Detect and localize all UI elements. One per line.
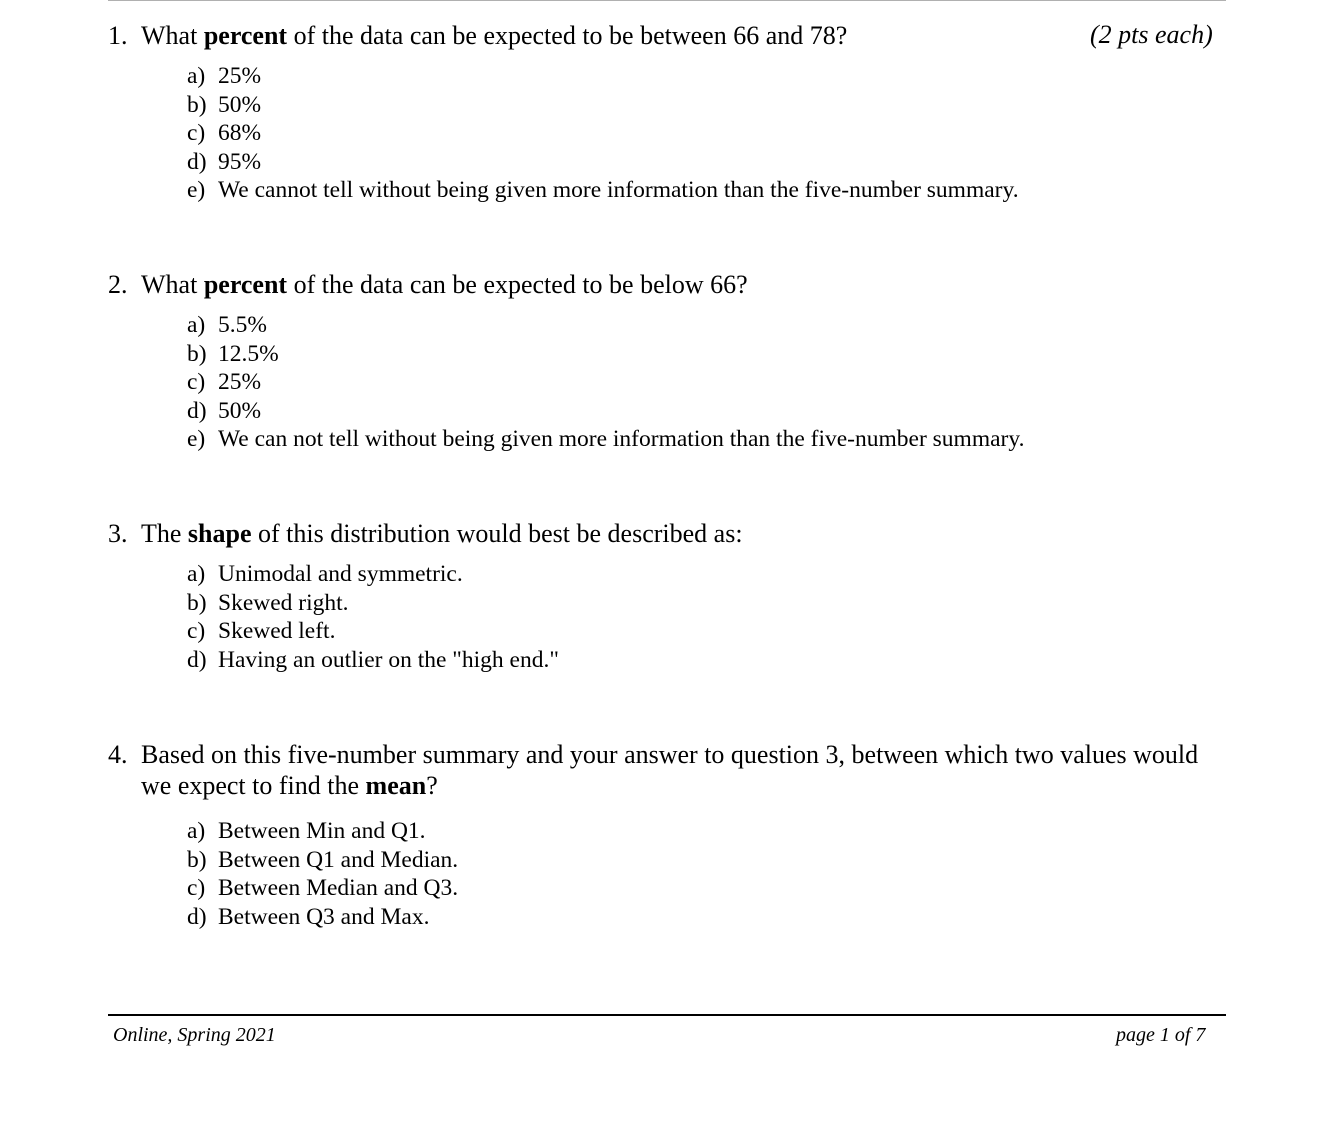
footer-divider <box>108 1014 1226 1016</box>
option-item <box>187 176 1218 205</box>
option-list <box>108 817 1218 931</box>
option-text: 95% <box>218 148 262 175</box>
question-stem <box>108 20 1218 51</box>
question-stem <box>108 518 1218 549</box>
stem-text: of the data can be expected to be between 66 and 78? <box>293 21 848 50</box>
question-stem <box>108 739 1218 801</box>
stem-text: What <box>141 21 198 50</box>
option-item <box>187 62 1218 91</box>
question-1 <box>108 20 1218 205</box>
option-item <box>187 340 1218 369</box>
option-text: Between Min and Q1. <box>218 818 426 844</box>
option-text: 50% <box>218 397 262 424</box>
option-item <box>187 397 1218 426</box>
stem-text: The <box>141 519 182 548</box>
option-text: Between Q3 and Max. <box>218 903 430 930</box>
option-letter: e) <box>187 177 206 203</box>
question-number: 4. <box>108 740 128 769</box>
option-letter: a) <box>187 818 206 844</box>
option-text: Skewed right. <box>218 589 349 616</box>
option-letter: b) <box>187 589 207 616</box>
question-4 <box>108 739 1218 931</box>
option-text: We can not tell without being given more information than the five-number summary. <box>218 426 1025 452</box>
option-item <box>187 589 1218 618</box>
option-letter: c) <box>187 369 206 395</box>
question-stem <box>108 269 1218 300</box>
option-list <box>108 560 1218 674</box>
stem-bold-term: percent <box>203 270 288 299</box>
stem-text: of this distribution would best be described as: <box>258 519 743 548</box>
option-text: 12.5% <box>218 340 279 367</box>
option-text: Skewed left. <box>218 618 336 644</box>
option-letter: d) <box>187 148 207 175</box>
option-item <box>187 148 1218 177</box>
option-letter: d) <box>187 397 207 424</box>
option-item <box>187 617 1218 646</box>
stem-bold-term: shape <box>187 519 252 548</box>
question-3 <box>108 518 1218 674</box>
option-text: Between Q1 and Median. <box>218 846 459 873</box>
option-letter: a) <box>187 561 206 587</box>
option-letter: a) <box>187 312 206 338</box>
stem-text: What <box>141 270 198 299</box>
option-letter: b) <box>187 91 207 118</box>
question-number: 1. <box>108 21 128 50</box>
option-letter: e) <box>187 426 206 452</box>
option-item <box>187 119 1218 148</box>
option-letter: b) <box>187 340 207 367</box>
option-text: 25% <box>218 369 262 395</box>
option-letter: b) <box>187 846 207 873</box>
footer-term: Online, Spring 2021 <box>113 1024 276 1046</box>
option-item <box>187 560 1218 589</box>
option-item <box>187 311 1218 340</box>
option-item <box>187 846 1218 875</box>
question-number: 2. <box>108 270 128 299</box>
option-item <box>187 817 1218 846</box>
option-letter: c) <box>187 618 206 644</box>
top-divider <box>108 0 1226 1</box>
option-list <box>108 62 1218 205</box>
option-text: Between Median and Q3. <box>218 875 459 901</box>
option-text: 68% <box>218 120 262 146</box>
option-text: 25% <box>218 63 262 89</box>
option-item <box>187 425 1218 454</box>
option-text: Having an outlier on the "high end." <box>218 646 559 673</box>
option-letter: d) <box>187 903 207 930</box>
option-letter: d) <box>187 646 207 673</box>
option-item <box>187 368 1218 397</box>
option-item <box>187 874 1218 903</box>
option-text: We cannot tell without being given more information than the five-number summary. <box>218 177 1019 203</box>
option-text: 5.5% <box>218 312 267 338</box>
option-text: Unimodal and symmetric. <box>218 561 463 587</box>
option-letter: c) <box>187 120 206 146</box>
option-item <box>187 903 1218 932</box>
option-text: 50% <box>218 91 262 118</box>
question-2 <box>108 269 1218 454</box>
option-item <box>187 646 1218 675</box>
stem-text: Based on this five-number summary and your answer to question 3, between which two values would we expect to find the <box>141 740 1199 800</box>
stem-text: ? <box>426 771 438 800</box>
points-note: (2 pts each) <box>1090 20 1213 49</box>
stem-bold-term: mean <box>365 771 427 800</box>
option-letter: a) <box>187 63 206 89</box>
question-number: 3. <box>108 519 128 548</box>
stem-bold-term: percent <box>203 21 288 50</box>
option-list <box>108 311 1218 454</box>
option-letter: c) <box>187 875 206 901</box>
stem-text: of the data can be expected to be below 66? <box>293 270 748 299</box>
footer-page-number: page 1 of 7 <box>1116 1024 1206 1046</box>
option-item <box>187 91 1218 120</box>
